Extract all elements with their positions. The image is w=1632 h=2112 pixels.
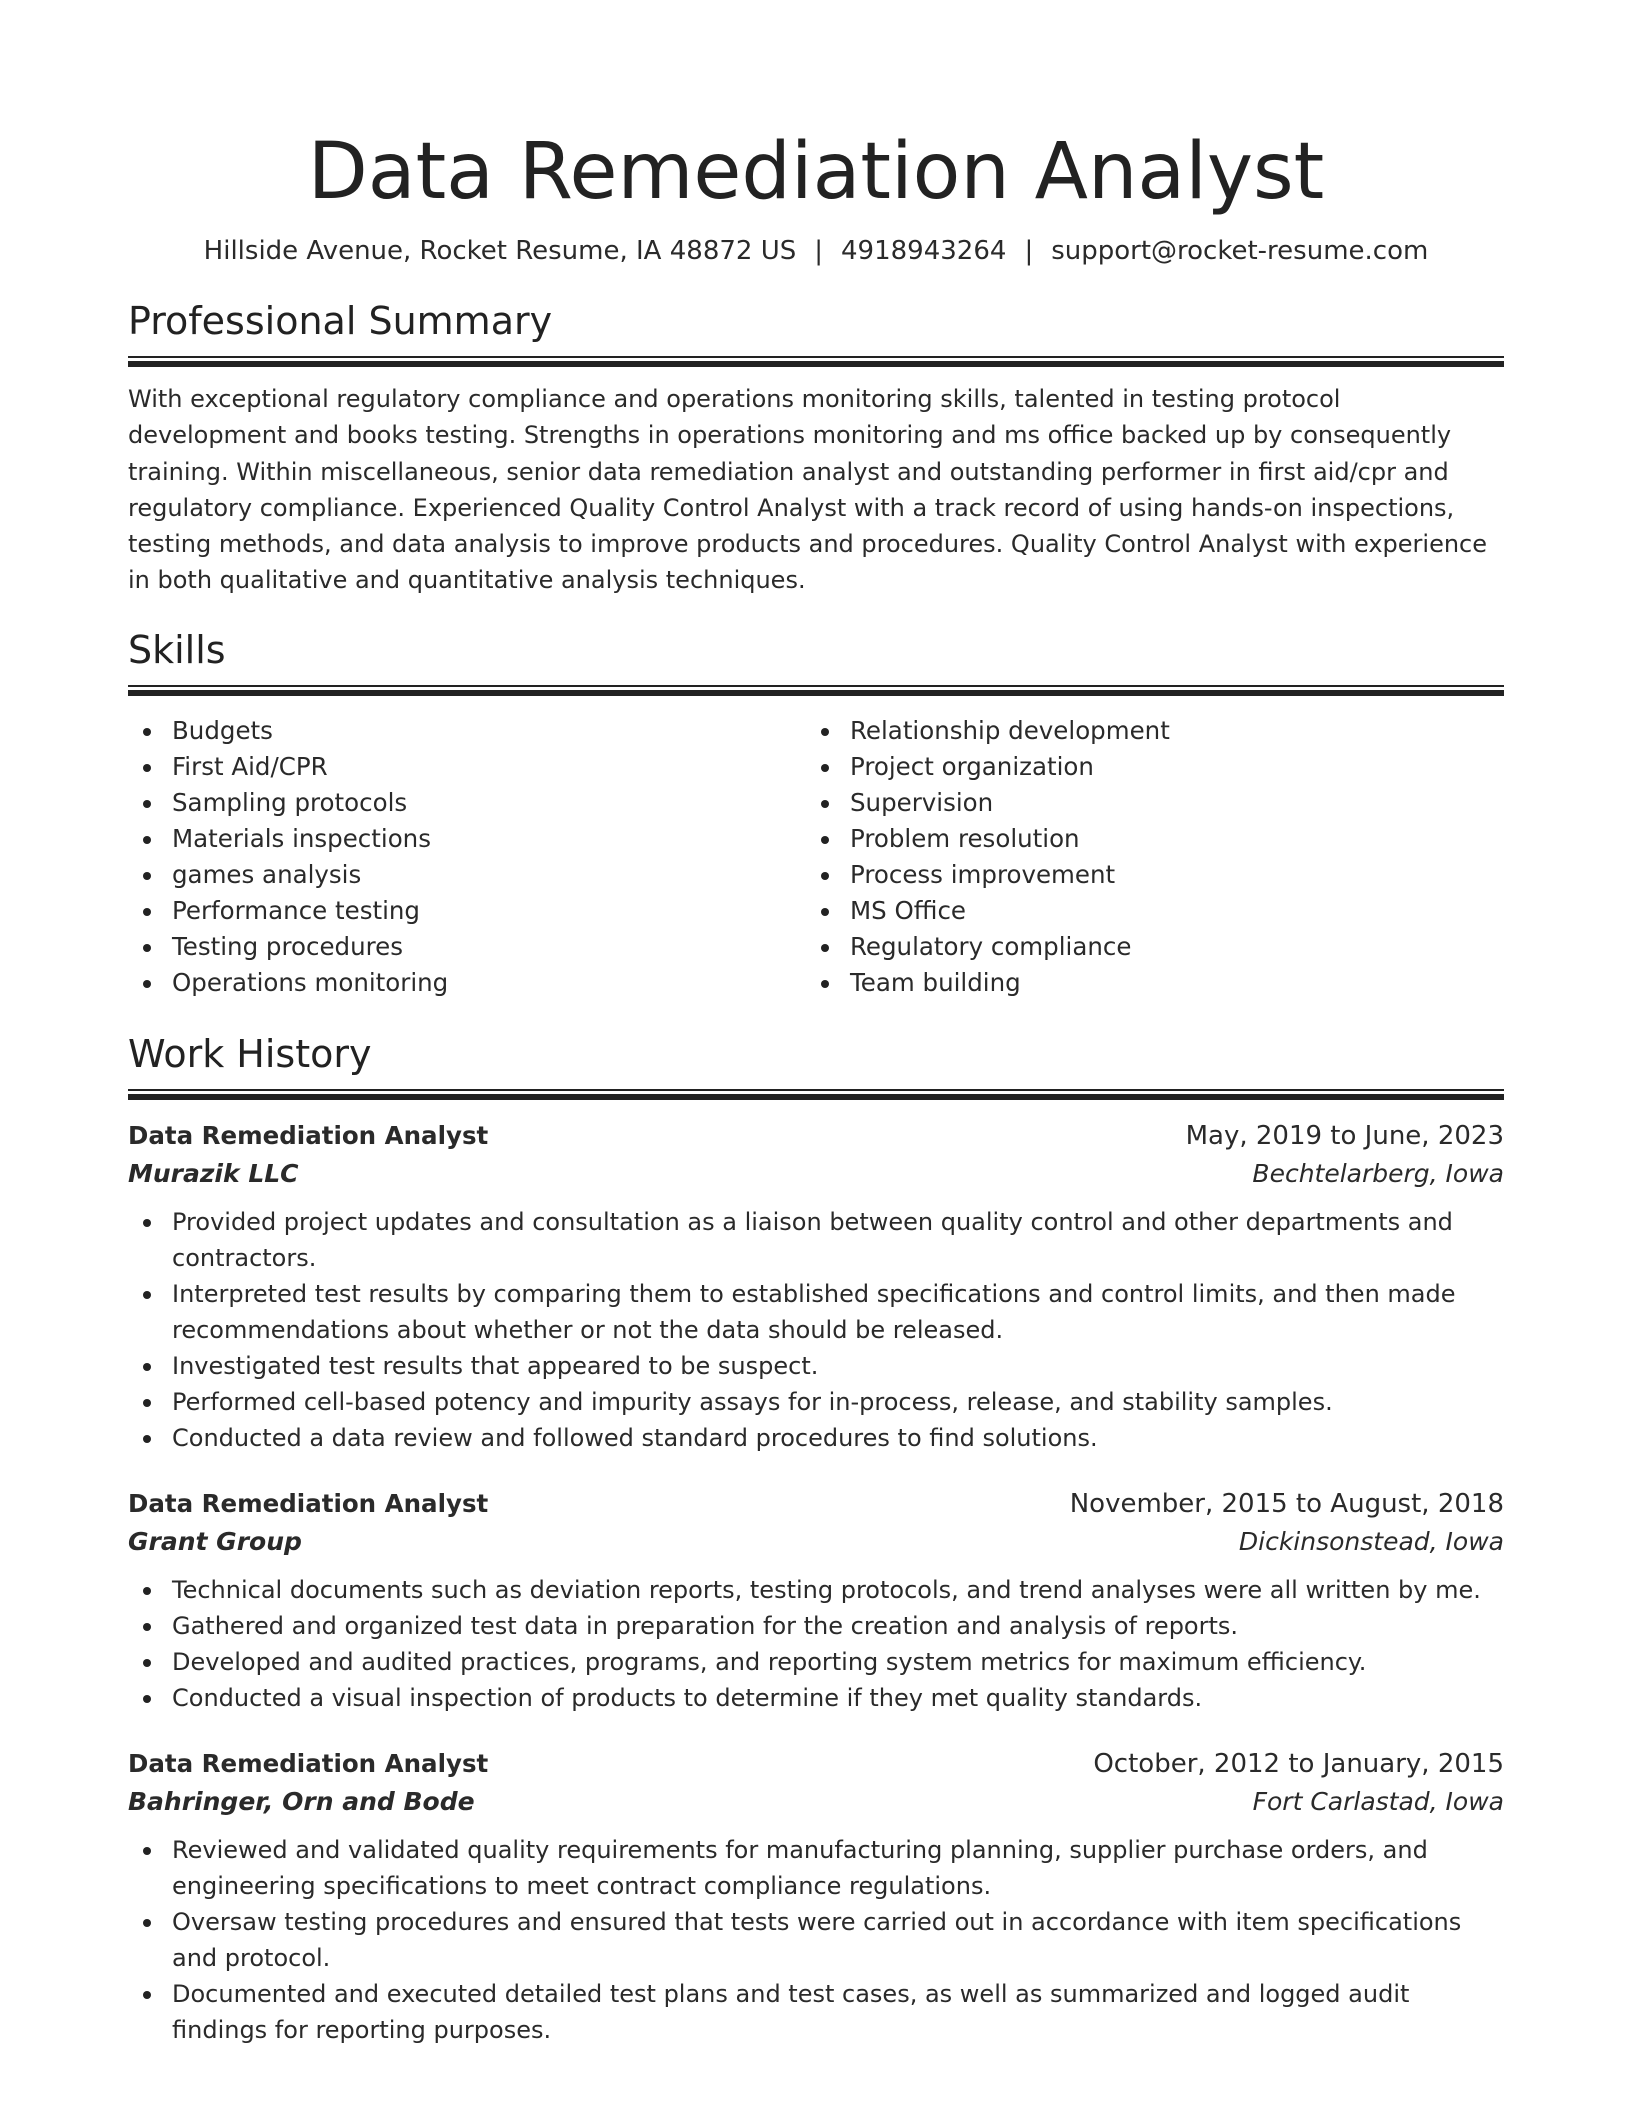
job-company: Murazik LLC — [128, 1158, 299, 1188]
skill-item: Project organization — [806, 749, 1484, 785]
job-title: Data Remediation Analyst — [128, 1488, 489, 1518]
job-title: Data Remediation Analyst — [128, 1748, 489, 1778]
contact-email: support@rocket-resume.com — [1051, 236, 1429, 266]
job-bullet: Gathered and organized test data in preparation for the creation and analysis of reports. — [128, 1608, 1504, 1644]
job-dates: October, 2012 to January, 2015 — [1093, 1748, 1504, 1779]
job-dates: May, 2019 to June, 2023 — [1185, 1120, 1504, 1151]
job-bullet-list — [128, 1832, 1504, 2048]
skill-item: Sampling protocols — [128, 785, 806, 821]
summary-text: With exceptional regulatory compliance and operations monitoring skills, talented in testing protocol development and books testing. Strengths in operations monitoring and ms office backed up by consequently training. Within miscellaneous, senior data remediation analyst and outstanding performer in first aid/cpr and regulatory compliance. Experienced Quality Control Analyst with a track record of using hands-on inspections, testing methods, and data analysis to improve products and procedures. Quality Control Analyst with experience in both qualitative and quantitative analysis techniques. — [128, 385, 1488, 595]
skills-left-list — [128, 713, 806, 1001]
skill-item: Regulatory compliance — [806, 929, 1484, 965]
job-bullet: Conducted a data review and followed standard procedures to find solutions. — [128, 1420, 1504, 1456]
skill-item: Process improvement — [806, 857, 1484, 893]
skill-item: Team building — [806, 965, 1484, 1001]
job-bullet: Interpreted test results by comparing them to established specifications and control limits, and then made recommendations about whether or not the data should be released. — [128, 1276, 1504, 1348]
candidate-name: Data Remediation Analyst — [307, 127, 1325, 217]
summary-heading: Professional Summary — [128, 299, 553, 343]
skill-item: Budgets — [128, 713, 806, 749]
job-bullet: Conducted a visual inspection of products to determine if they met quality standards. — [128, 1680, 1504, 1716]
job-dates: November, 2015 to August, 2018 — [1069, 1488, 1504, 1519]
job-bullet: Technical documents such as deviation reports, testing protocols, and trend analyses were all written by me. — [128, 1572, 1504, 1608]
job-subheader — [128, 1522, 1504, 1562]
skills-columns — [128, 713, 1504, 1001]
contact-separator: | — [1024, 236, 1034, 266]
contact-line — [128, 234, 1504, 268]
job-entry — [128, 1118, 1504, 1456]
skills-section — [128, 627, 1504, 1001]
skill-item: Problem resolution — [806, 821, 1484, 857]
job-location: Bechtelarberg, Iowa — [1252, 1158, 1504, 1188]
job-bullet: Documented and executed detailed test plans and test cases, as well as summarized and logged audit findings for reporting purposes. — [128, 1976, 1504, 2048]
job-location: Dickinsonstead, Iowa — [1238, 1526, 1504, 1556]
skill-item: Testing procedures — [128, 929, 806, 965]
job-header — [128, 1486, 1504, 1522]
job-company: Grant Group — [128, 1526, 302, 1556]
job-entry — [128, 1746, 1504, 2048]
summary-section — [128, 298, 1504, 599]
job-entry — [128, 1486, 1504, 1716]
section-divider — [128, 356, 1504, 367]
skill-item: MS Office — [806, 893, 1484, 929]
job-bullet-list — [128, 1204, 1504, 1456]
job-bullet: Performed cell-based potency and impurity assays for in-process, release, and stability samples. — [128, 1384, 1504, 1420]
job-header — [128, 1118, 1504, 1154]
job-header — [128, 1746, 1504, 1782]
job-bullet-list — [128, 1572, 1504, 1716]
job-subheader — [128, 1154, 1504, 1194]
section-divider — [128, 685, 1504, 696]
contact-address: Hillside Avenue, Rocket Resume, IA 48872 US — [203, 236, 797, 266]
job-company: Bahringer, Orn and Bode — [128, 1786, 475, 1816]
work-history-heading: Work History — [128, 1031, 372, 1076]
job-subheader — [128, 1782, 1504, 1822]
contact-separator: | — [814, 236, 824, 266]
job-bullet: Reviewed and validated quality requirements for manufacturing planning, supplier purchase orders, and engineering specifications to meet contract compliance regulations. — [128, 1832, 1504, 1904]
contact-phone: 4918943264 — [841, 236, 1007, 266]
job-title: Data Remediation Analyst — [128, 1120, 489, 1150]
skill-item: games analysis — [128, 857, 806, 893]
skill-item: Relationship development — [806, 713, 1484, 749]
skill-item: Performance testing — [128, 893, 806, 929]
job-bullet: Developed and audited practices, programs, and reporting system metrics for maximum efficiency. — [128, 1644, 1504, 1680]
skill-item: Operations monitoring — [128, 965, 806, 1001]
skill-item: First Aid/CPR — [128, 749, 806, 785]
skills-right-list — [806, 713, 1484, 1001]
section-divider — [128, 1089, 1504, 1100]
work-history-section — [128, 1031, 1504, 2048]
skill-item: Materials inspections — [128, 821, 806, 857]
job-bullet: Oversaw testing procedures and ensured that tests were carried out in accordance with item specifications and protocol. — [128, 1904, 1504, 1976]
skill-item: Supervision — [806, 785, 1484, 821]
job-bullet: Investigated test results that appeared to be suspect. — [128, 1348, 1504, 1384]
skills-heading: Skills — [128, 627, 226, 672]
job-bullet: Provided project updates and consultation as a liaison between quality control and other departments and contractors. — [128, 1204, 1504, 1276]
job-location: Fort Carlastad, Iowa — [1252, 1786, 1504, 1816]
resume-page — [128, 0, 1504, 2048]
